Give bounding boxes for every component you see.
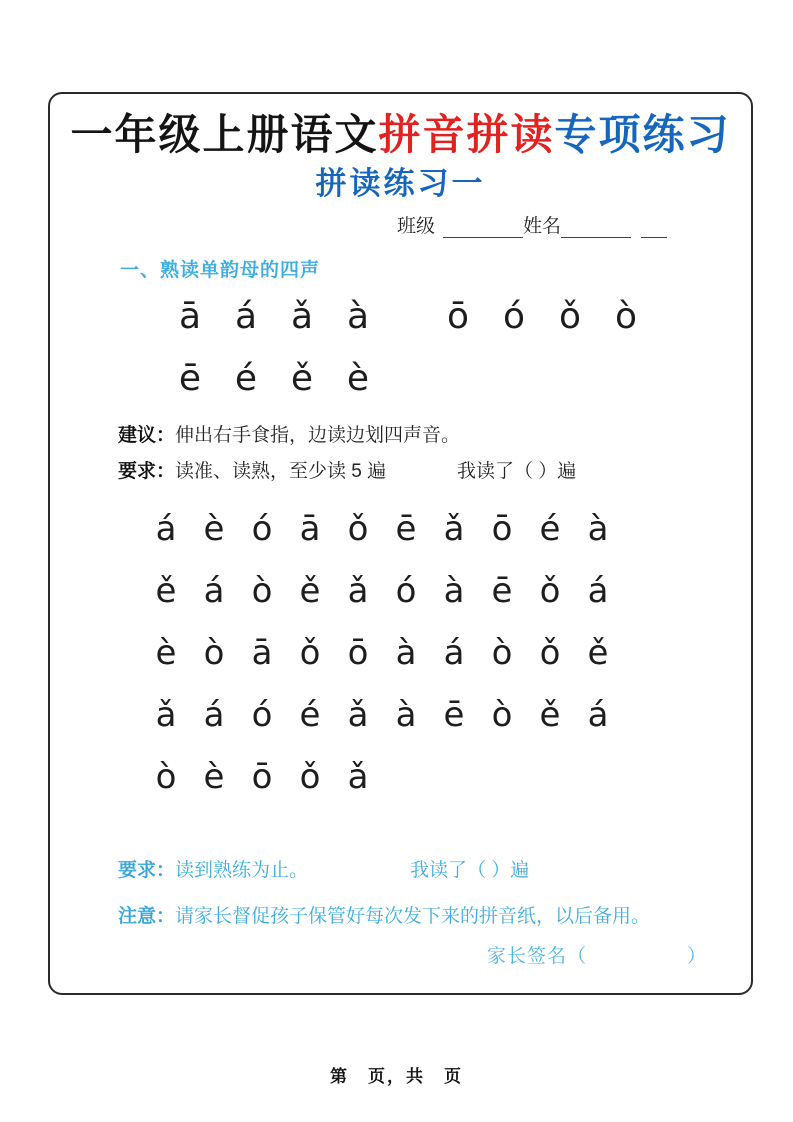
tone-letter: ǒ [347,509,369,549]
vowel-letter: à [346,296,370,337]
page-title [50,102,751,162]
tone-letter: ò [203,633,225,673]
suggestion-text: 伸出右手食指，边读边划四声音。 [175,425,461,446]
tone-letter: ǒ [299,757,321,797]
class-label: 班级 [397,216,436,237]
tone-grid-row [142,498,622,560]
vowel-letter: ǒ [558,296,582,337]
page-number-footer: 第 页，共 页 [330,1067,463,1086]
tone-letter: ǒ [299,633,321,673]
vowel-letter: ě [290,358,314,399]
tone-letter: è [203,757,225,797]
tone-letter: ě [155,571,177,611]
class-blank-field [443,219,523,238]
tone-letter: á [443,633,465,673]
tone-letter: è [155,633,177,673]
tone-letter: á [587,695,609,735]
notice-text: 请家长督促孩子保管好每次发下来的拼音纸，以后备用。 [175,906,651,927]
tone-letter: ǒ [539,633,561,673]
tone-letter: á [155,509,177,549]
tone-letter: ó [251,509,273,549]
worksheet-subtitle: 拼读练习一 [315,166,486,201]
section-heading: 一、熟读单韵母的四声 [120,260,321,281]
requirement-text: 读准、读熟，至少读 5 遍 [175,461,387,482]
worksheet-page [48,92,753,995]
parent-signature-line: 家长签名（ ） [487,946,708,967]
requirement-text-2: 读到熟练为止。 [175,860,309,881]
vowel-group-a [162,292,386,342]
vowel-letter: ǎ [290,296,314,337]
student-info-line [397,211,667,238]
tone-letter: à [443,571,465,611]
tone-letter: ò [491,633,513,673]
name-label: 姓名 [523,216,562,237]
tone-letter: ǎ [347,757,369,797]
tone-letter: ē [491,571,513,611]
tone-grid-row [142,560,622,622]
vowel-letter: é [234,358,258,399]
tone-letter: ā [299,509,321,549]
vowel-group-o [430,292,654,342]
tone-letter: ě [539,695,561,735]
notice-label: 注意： [118,906,176,927]
tone-letter: è [203,509,225,549]
requirement-line-2 [118,855,308,882]
requirement-label-2: 要求： [118,860,176,881]
vowel-letter: á [234,296,258,337]
read-count-text: 我读了（ ）遍 [457,461,577,482]
title-part-black: 一年级上册语文 [70,111,379,158]
tone-letter: ō [491,509,513,549]
tone-letter: ě [299,571,321,611]
tone-letter: á [203,571,225,611]
tone-letter: ò [155,757,177,797]
vowel-letter: ē [178,358,202,399]
tone-letter: ē [395,509,417,549]
tone-letter: ā [251,633,273,673]
title-part-red: 拼音拼读 [378,111,555,158]
tone-letter: ǒ [539,571,561,611]
tone-letter: ǎ [347,695,369,735]
name-blank-field [561,219,631,238]
tone-grid [142,498,622,808]
tone-letter: ò [491,695,513,735]
tone-letter: ō [251,757,273,797]
tone-letter: à [395,633,417,673]
suggestion-line [118,420,460,447]
vowel-letter: ā [178,296,202,337]
tone-letter: é [299,695,321,735]
tone-grid-row [142,684,622,746]
vowel-letter: è [346,358,370,399]
name-blank-field-short [641,219,667,238]
tone-letter: ó [395,571,417,611]
tone-letter: ó [251,695,273,735]
notice-line [118,901,650,928]
tone-letter: ò [251,571,273,611]
tone-letter: ǎ [155,695,177,735]
suggestion-label: 建议： [118,425,176,446]
requirement-line [118,456,386,483]
vowel-demo-row-2 [162,354,386,404]
tone-letter: á [587,571,609,611]
vowel-letter: ō [446,296,470,337]
tone-grid-row [142,746,622,808]
tone-letter: é [539,509,561,549]
tone-letter: ō [347,633,369,673]
requirement-label: 要求： [118,461,176,482]
tone-letter: ǎ [347,571,369,611]
tone-letter: ē [443,695,465,735]
tone-letter: ě [587,633,609,673]
tone-letter: à [395,695,417,735]
tone-letter: ǎ [443,509,465,549]
read-count-text-2: 我读了（ ）遍 [410,860,530,881]
tone-letter: á [203,695,225,735]
vowel-letter: ó [502,296,526,337]
tone-letter: à [587,509,609,549]
tone-grid-row [142,622,622,684]
vowel-letter: ò [614,296,638,337]
vowel-demo-row-1 [162,292,654,342]
vowel-group-e [162,354,386,404]
title-part-blue: 专项练习 [554,111,731,158]
